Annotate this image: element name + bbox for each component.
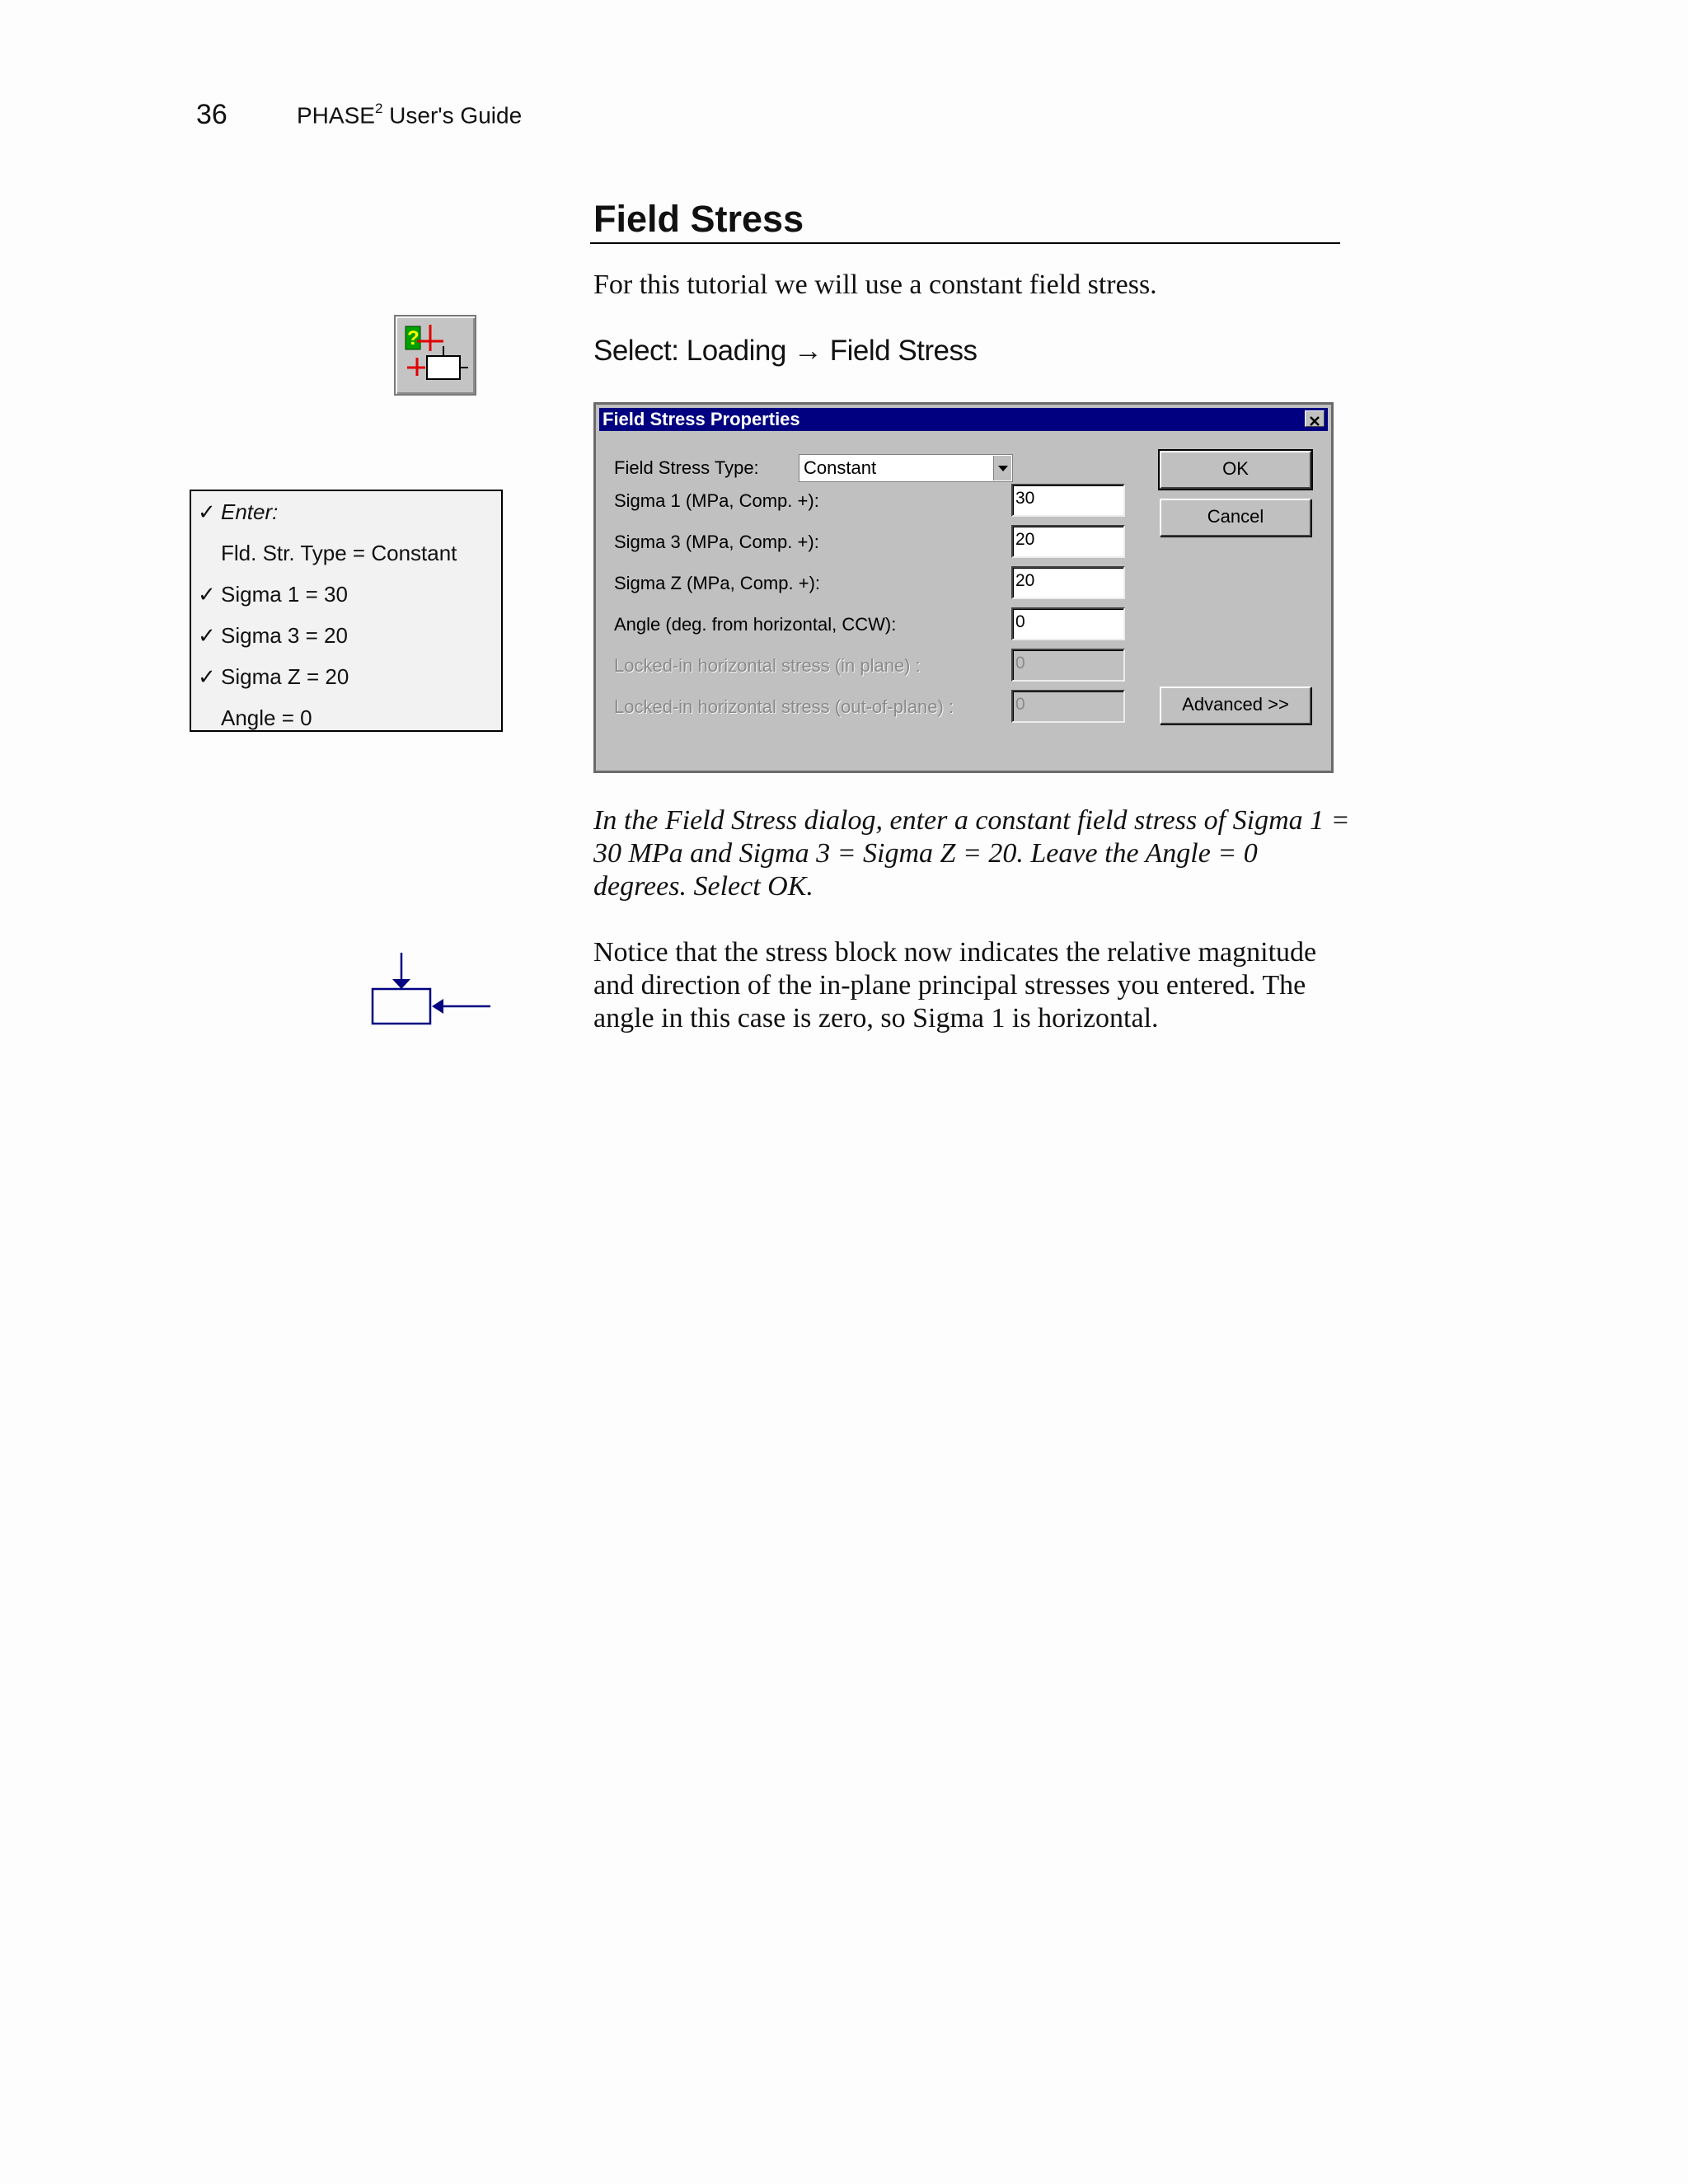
- sigma3-label: Sigma 3 (MPa, Comp. +):: [614, 532, 819, 552]
- step-text: Sigma Z = 20: [221, 664, 349, 689]
- running-head-main: PHASE: [297, 102, 375, 129]
- step-sigma1: [198, 582, 348, 607]
- field-stress-dialog: [593, 402, 1334, 773]
- sigma1-input[interactable]: 30: [1011, 484, 1125, 517]
- steps-box: [190, 490, 503, 732]
- check-icon: ✓: [198, 623, 216, 648]
- sigmaz-label: Sigma Z (MPa, Comp. +):: [614, 573, 821, 593]
- locked-in-plane-label: Locked-in horizontal stress (in plane) :: [614, 655, 921, 676]
- chevron-down-icon[interactable]: [993, 456, 1011, 480]
- step-text: Sigma 1 = 30: [221, 582, 348, 607]
- step-sigmaz: [198, 664, 349, 690]
- step-enter: [198, 499, 278, 525]
- step-type: [198, 541, 457, 566]
- angle-input[interactable]: 0: [1011, 607, 1125, 640]
- step-text: Sigma 3 = 20: [221, 623, 348, 648]
- field-stress-type-value: Constant: [804, 457, 877, 478]
- field-stress-icon: [396, 316, 475, 394]
- field-stress-type-label: Field Stress Type:: [614, 457, 759, 478]
- page-number: 36: [196, 99, 227, 130]
- advanced-button[interactable]: Advanced >>: [1160, 687, 1311, 724]
- select-instruction: Select: Loading → Field Stress: [593, 335, 978, 367]
- running-head: [297, 102, 522, 129]
- field-stress-toolbar-icon[interactable]: [394, 315, 476, 396]
- dialog-titlebar[interactable]: [599, 408, 1328, 431]
- ok-button[interactable]: OK: [1160, 451, 1311, 489]
- step-angle: [198, 705, 312, 731]
- intro-text: For this tutorial we will use a constant field stress.: [593, 269, 1157, 300]
- sigma1-label: Sigma 1 (MPa, Comp. +):: [614, 490, 819, 511]
- check-icon: ✓: [198, 499, 216, 524]
- svg-text:?: ?: [407, 327, 420, 349]
- section-rule: [590, 242, 1340, 244]
- step-sigma3: [198, 623, 348, 649]
- field-stress-type-select[interactable]: [799, 454, 1013, 482]
- locked-in-plane-input: 0: [1011, 649, 1125, 682]
- close-icon: [1306, 414, 1324, 429]
- notice-paragraph: Notice that the stress block now indicates the relative magnitude and direction of the in-plane principal stresses you entered. The angle in this case is zero, so Sigma 1 is horizontal.: [593, 937, 1317, 1033]
- instruction-paragraph: In the Field Stress dialog, enter a constant field stress of Sigma 1 = 30 MPa and Sigma 3 = Sigma Z = 20. Leave the Angle = 0 degrees. Select OK.: [593, 805, 1350, 902]
- step-text: Angle = 0: [221, 705, 312, 730]
- close-button[interactable]: [1305, 410, 1325, 427]
- dialog-title: Field Stress Properties: [603, 409, 800, 429]
- check-icon: ✓: [198, 664, 216, 689]
- check-icon: ✓: [198, 582, 216, 607]
- locked-out-of-plane-input: 0: [1011, 690, 1125, 723]
- angle-label: Angle (deg. from horizontal, CCW):: [614, 614, 897, 635]
- sigma3-input[interactable]: 20: [1011, 525, 1125, 558]
- cancel-button[interactable]: Cancel: [1160, 499, 1311, 537]
- sigmaz-input[interactable]: 20: [1011, 566, 1125, 599]
- locked-out-of-plane-label: Locked-in horizontal stress (out-of-plane) :: [614, 696, 954, 717]
- step-text: Enter:: [221, 499, 279, 524]
- stress-block-icon: [363, 948, 503, 1038]
- running-head-rest: User's Guide: [382, 102, 523, 129]
- section-title: Field Stress: [593, 198, 804, 240]
- step-text: Fld. Str. Type = Constant: [221, 541, 457, 565]
- running-head-sup: 2: [374, 101, 383, 116]
